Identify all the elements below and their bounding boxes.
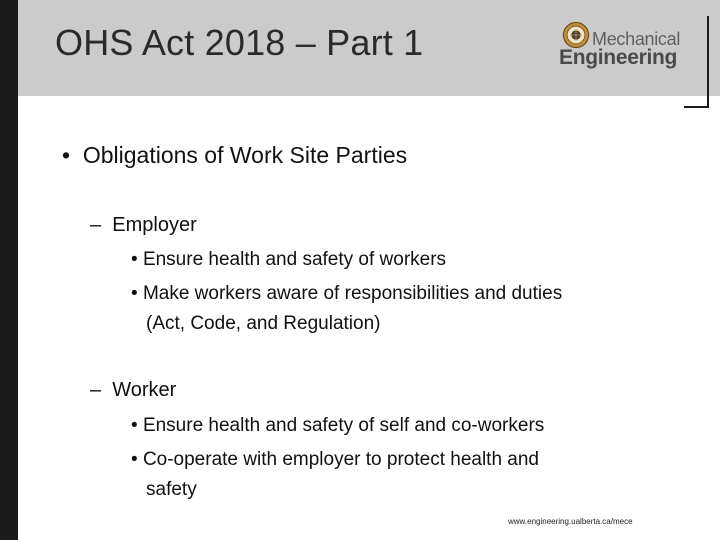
sub-bullet-text: Employer	[112, 214, 197, 236]
dash-marker: –	[90, 379, 113, 401]
bullet-marker: •	[131, 415, 143, 436]
bullet-marker: •	[62, 142, 83, 168]
sub-bullet-worker	[90, 379, 176, 402]
employer-item-text: Make workers aware of responsibilities and duties	[142, 283, 563, 304]
sub-bullet-text: Worker	[112, 379, 177, 401]
main-bullet	[62, 142, 407, 169]
worker-item-text: Ensure health and safety of self and co-workers	[142, 415, 545, 436]
dash-marker: –	[90, 214, 113, 236]
footer-url[interactable]: www.engineering.ualberta.ca/mece	[508, 517, 633, 526]
employer-item-text: (Act, Code, and Regulation)	[146, 313, 381, 334]
worker-item-text: Co-operate with employer to protect health and	[142, 449, 539, 470]
worker-item	[131, 449, 539, 471]
employer-item	[131, 249, 446, 271]
worker-item	[131, 415, 544, 437]
sub-bullet-employer	[90, 214, 197, 237]
worker-item-text: safety	[146, 479, 197, 500]
worker-item-continuation	[146, 479, 197, 501]
slide-title: OHS Act 2018 – Part 1	[55, 22, 424, 63]
bullet-marker: •	[131, 249, 143, 270]
bullet-marker: •	[131, 449, 143, 470]
main-bullet-text: Obligations of Work Site Parties	[82, 142, 408, 168]
employer-item	[131, 283, 562, 305]
employer-item-continuation	[146, 313, 380, 335]
bullet-marker: •	[131, 283, 143, 304]
logo-text-mechanical: Mechanical	[592, 29, 681, 49]
employer-item-text: Ensure health and safety of workers	[142, 249, 447, 270]
logo-text-engineering: Engineering	[559, 46, 678, 69]
